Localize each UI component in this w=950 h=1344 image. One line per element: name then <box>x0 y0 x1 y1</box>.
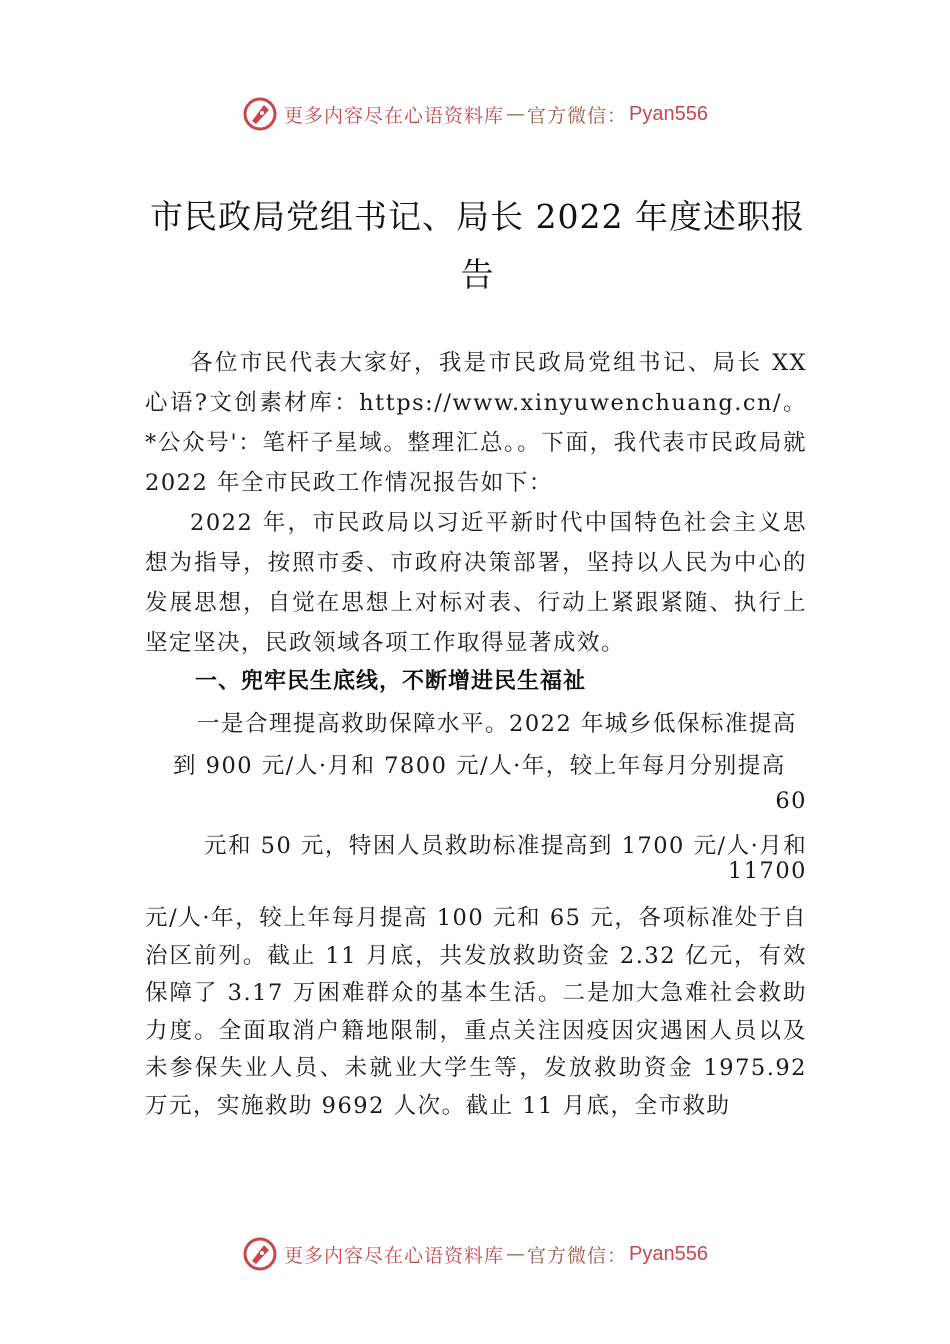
paragraph-continuation-block <box>145 900 807 1125</box>
banner-official: 官方微信： <box>527 104 628 127</box>
text-line: 60 <box>775 788 807 814</box>
paragraph-summary: 2022 年，市民政局以习近平新时代中国特色社会主义思想为指导，按照市委、市政府决策部署，坚持以人民为中心的发展思想，自觉在思想上对标对表、行动上紧跟紧随、执行上坚定坚决，民政领域各项工作取得显著成效。 <box>145 510 807 656</box>
section-heading-1: 一、兜牢民生底线，不断增进民生福祉 <box>195 669 587 694</box>
paragraph-intro: 各位市民代表大家好，我是市民政局党组书记、局长 XX 心语?文创素材库：https://www.xinyuwenchuang.cn/。*公众号'：笔杆子星域。整理汇总。。下面，我代表市民政局就 2022 年全市民政工作情况报告如下： <box>145 350 807 496</box>
paragraph-continuation: 元/人·年，较上年每月提高 100 元和 65 元，各项标准处于自治区前列。截止 11 月底，共发放救助资金 2.32 亿元，有效保障了 3.17 万困难群众的基本生活。二是加大急难社会救助力度。全面取消户籍地限制，重点关注因疫因灾遇困人员以及未参保失业人员、未就业大学生等，发放救助资金 1975.92 万元，实施救助 9692 人次。截止 11 月底，全市救助 <box>145 905 807 1119</box>
text-line: 元和 50 元，特困人员救助标准提高到 1700 元/人·月和 <box>204 833 808 859</box>
banner-wechat-id: Pyan556 <box>629 102 708 125</box>
text-line: 到 900 元/人·月和 7800 元/人·年，较上年每月分别提高 <box>173 753 786 779</box>
banner-official: 官方微信： <box>527 1244 628 1267</box>
banner-dash: — <box>506 1243 526 1265</box>
header-banner <box>0 92 950 136</box>
banner-text: 更多内容尽在心语资料库 <box>284 1244 505 1267</box>
pen-nib-logo-icon <box>242 1236 278 1272</box>
banner-wechat-id: Pyan556 <box>629 1242 708 1265</box>
text-line: 11700 <box>727 858 807 884</box>
footer-banner <box>0 1232 950 1276</box>
pen-nib-logo-icon <box>242 96 278 132</box>
banner-text: 更多内容尽在心语资料库 <box>284 104 505 127</box>
banner-dash: — <box>506 103 526 125</box>
intro-block <box>145 343 807 663</box>
title-line-2: 告 <box>460 255 495 294</box>
text-line: 一是合理提高救助保障水平。2022 年城乡低保标准提高 <box>197 711 797 737</box>
title-line-1: 市民政局党组书记、局长 2022 年度述职报 <box>150 197 805 236</box>
document-title <box>145 188 810 304</box>
